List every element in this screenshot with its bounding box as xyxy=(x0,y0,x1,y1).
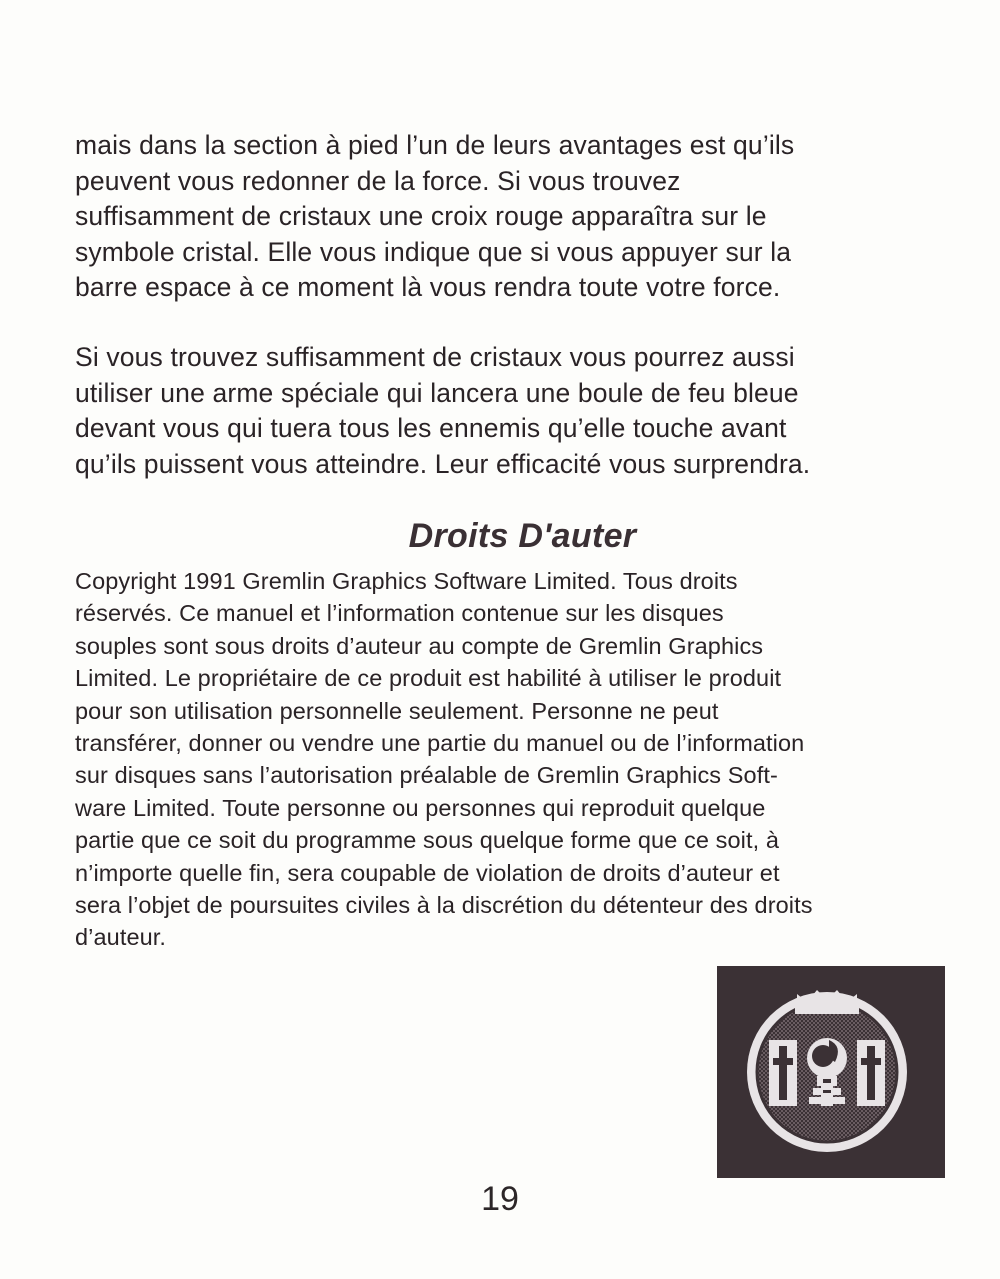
text-line: devant vous qui tuera tous les ennemis qu’elle touche avant xyxy=(75,413,787,443)
text-line: mais dans la section à pied l’un de leurs avantages est qu’ils xyxy=(75,130,795,160)
text-line: souples sont sous droits d’auteur au compte de Gremlin Graphics xyxy=(75,632,764,659)
left-cross-icon xyxy=(769,1040,797,1106)
text-line: barre espace à ce moment là vous rendra toute votre force. xyxy=(75,272,781,302)
text-line: peuvent vous redonner de la force. Si vous trouvez xyxy=(75,165,681,196)
text-line: sera l’objet de poursuites civiles à la discrétion du détenteur des droits xyxy=(75,892,813,919)
paragraph-force xyxy=(75,128,955,306)
text-line: partie que ce soit du programme sous quelque forme que ce soit, à xyxy=(75,827,780,854)
text-line: ware Limited. Toute personne ou personnes qui reproduit quelque xyxy=(75,794,766,821)
paragraph-special-weapon xyxy=(75,340,955,482)
text-line: symbole cristal. Elle vous indique que si vous appuyer sur la xyxy=(75,236,792,267)
text-line: transférer, donner ou vendre une partie du manuel ou de l’information xyxy=(75,730,805,757)
text-line: suffisamment de cristaux une croix rouge apparaîtra sur le xyxy=(75,201,767,231)
crystal-symbol-icon xyxy=(717,966,945,1178)
text-line: Si vous trouvez suffisamment de cristaux vous pourrez aussi xyxy=(75,342,795,372)
text-line: Limited. Le propriétaire de ce produit est habilité à utiliser le produit xyxy=(75,665,782,692)
text-line: Copyright 1991 Gremlin Graphics Software Limited. Tous droits xyxy=(75,568,738,594)
text-line: d’auteur. xyxy=(75,924,167,951)
copyright-notice xyxy=(75,565,975,954)
text-line: utiliser une arme spéciale qui lancera une boule de feu bleue xyxy=(75,377,799,408)
text-line: sur disques sans l’autorisation préalable de Gremlin Graphics Soft- xyxy=(75,762,778,789)
text-line: pour son utilisation personnelle seulement. Personne ne peut xyxy=(75,697,719,724)
text-line: n’importe quelle fin, sera coupable de violation de droits d’auteur et xyxy=(75,859,780,886)
crystal-emblem-graphic xyxy=(717,966,945,1178)
text-line: qu’ils puissent vous atteindre. Leur efficacité vous surprendra. xyxy=(75,448,811,479)
copyright-heading: Droits D'auter xyxy=(408,517,637,555)
right-cross-icon xyxy=(857,1040,885,1106)
page-number: 19 xyxy=(481,1180,519,1218)
text-line: réservés. Ce manuel et l’information contenue sur les disques xyxy=(75,600,724,627)
